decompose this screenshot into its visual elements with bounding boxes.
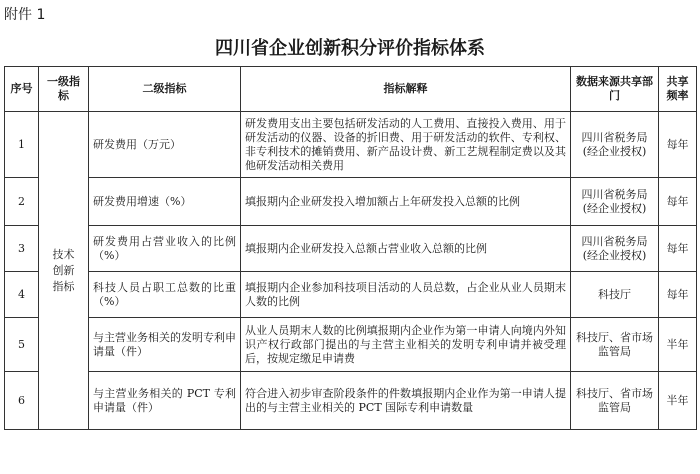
row-freq: 半年	[659, 318, 697, 372]
row-explain: 从业人员期末人数的比例填报期内企业作为第一申请人向境内外知识产权行政部门提出的与主营主业相关的发明专利申请并被受理后，按规定缴足申请费	[241, 318, 571, 372]
row-name: 与主营业务相关的 PCT 专利申请量（件）	[89, 372, 241, 430]
table-row	[5, 112, 697, 178]
row-no: 6	[5, 372, 39, 430]
table-row	[5, 226, 697, 272]
row-freq: 每年	[659, 112, 697, 178]
row-source: 科技厅、省市场监管局	[571, 372, 659, 430]
row-name: 研发费用占营业收入的比例（%）	[89, 226, 241, 272]
row-no: 4	[5, 272, 39, 318]
table-row	[5, 318, 697, 372]
row-explain: 填报期内企业参加科技项目活动的人员总数，占企业从业人员期末人数的比例	[241, 272, 571, 318]
row-source: 四川省税务局(经企业授权)	[571, 226, 659, 272]
table-row	[5, 178, 697, 226]
table-header-row	[5, 67, 697, 112]
indicator-table	[4, 66, 697, 430]
row-no: 2	[5, 178, 39, 226]
category-label: 技术创新指标	[52, 247, 75, 293]
header-freq: 共享频率	[659, 67, 697, 112]
table-row	[5, 272, 697, 318]
row-explain: 填报期内企业研发投入增加额占上年研发投入总额的比例	[241, 178, 571, 226]
row-freq: 每年	[659, 272, 697, 318]
attachment-label: 附件 1	[4, 7, 46, 23]
row-no: 3	[5, 226, 39, 272]
header-level2: 二级指标	[89, 67, 241, 112]
row-freq: 每年	[659, 178, 697, 226]
row-source: 四川省税务局(经企业授权)	[571, 112, 659, 178]
row-name: 研发费用（万元）	[89, 112, 241, 178]
header-source: 数据来源共享部门	[571, 67, 659, 112]
row-freq: 半年	[659, 372, 697, 430]
row-name: 与主营业务相关的发明专利申请量（件）	[89, 318, 241, 372]
row-explain: 研发费用支出主要包括研发活动的人工费用、直接投入费用、用于研发活动的仪器、设备的折旧费、用于研发活动的软件、专利权、非专利技术的摊销费用、新产品设计费、新工艺规程制定费以及其他研发活动相关费用	[241, 112, 571, 178]
row-explain: 符合进入初步审查阶段条件的件数填报期内企业作为第一申请人提出的与主营主业相关的 PCT 国际专利申请数量	[241, 372, 571, 430]
row-explain: 填报期内企业研发投入总额占营业收入总额的比例	[241, 226, 571, 272]
header-no: 序号	[5, 67, 39, 112]
header-level1: 一级指标	[39, 67, 89, 112]
row-freq: 每年	[659, 226, 697, 272]
table-row	[5, 372, 697, 430]
row-no: 1	[5, 112, 39, 178]
row-source: 四川省税务局(经企业授权)	[571, 178, 659, 226]
row-source: 科技厅	[571, 272, 659, 318]
page-title: 四川省企业创新积分评价指标体系	[215, 38, 485, 59]
header-explain: 指标解释	[241, 67, 571, 112]
row-no: 5	[5, 318, 39, 372]
category-cell	[39, 112, 89, 430]
row-name: 科技人员占职工总数的比重（%）	[89, 272, 241, 318]
row-source: 科技厅、省市场监管局	[571, 318, 659, 372]
row-name: 研发费用增速（%）	[89, 178, 241, 226]
